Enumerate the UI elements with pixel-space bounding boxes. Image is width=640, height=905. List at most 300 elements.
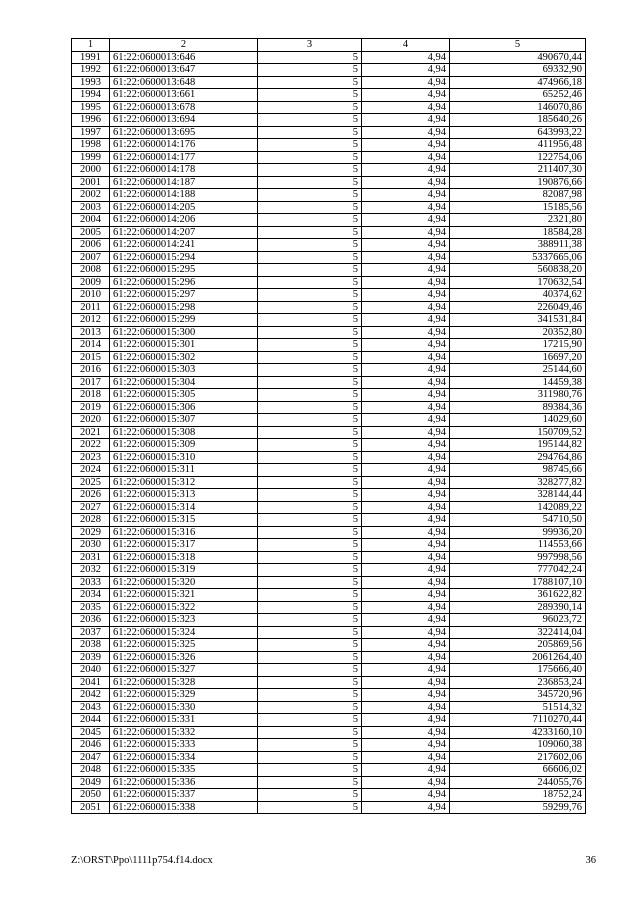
amount-cell: 114553,66: [450, 539, 586, 552]
rate-value-cell: 5: [258, 614, 362, 627]
table-row: [72, 714, 586, 727]
row-number-cell: 2020: [72, 414, 110, 427]
rate-value-cell: 5: [258, 176, 362, 189]
table-row: [72, 251, 586, 264]
coefficient-cell: 4,94: [362, 314, 450, 327]
table-row: [72, 51, 586, 64]
coefficient-cell: 4,94: [362, 564, 450, 577]
rate-value-cell: 5: [258, 401, 362, 414]
table-row: [72, 76, 586, 89]
rate-value-cell: 5: [258, 151, 362, 164]
amount-cell: 2321,80: [450, 214, 586, 227]
table-row: [72, 451, 586, 464]
coefficient-cell: 4,94: [362, 639, 450, 652]
cadastral-number-cell: 61:22:0600014:207: [110, 226, 258, 239]
coefficient-cell: 4,94: [362, 464, 450, 477]
rate-value-cell: 5: [258, 189, 362, 202]
coefficient-cell: 4,94: [362, 176, 450, 189]
row-number-cell: 1995: [72, 101, 110, 114]
cadastral-number-cell: 61:22:0600015:299: [110, 314, 258, 327]
cadastral-number-cell: 61:22:0600013:678: [110, 101, 258, 114]
rate-value-cell: 5: [258, 526, 362, 539]
row-number-cell: 1991: [72, 51, 110, 64]
amount-cell: 96023,72: [450, 614, 586, 627]
row-number-cell: 2045: [72, 726, 110, 739]
row-number-cell: 2049: [72, 776, 110, 789]
table-row: [72, 164, 586, 177]
coefficient-cell: 4,94: [362, 601, 450, 614]
row-number-cell: 2041: [72, 676, 110, 689]
amount-cell: 170632,54: [450, 276, 586, 289]
amount-cell: 98745,66: [450, 464, 586, 477]
table-row: [72, 339, 586, 352]
table-row: [72, 701, 586, 714]
amount-cell: 777042,24: [450, 564, 586, 577]
table-header-row: [72, 39, 586, 52]
row-number-cell: 2023: [72, 451, 110, 464]
cadastral-number-cell: 61:22:0600015:319: [110, 564, 258, 577]
rate-value-cell: 5: [258, 639, 362, 652]
cadastral-number-cell: 61:22:0600014:241: [110, 239, 258, 252]
cadastral-number-cell: 61:22:0600013:695: [110, 126, 258, 139]
rate-value-cell: 5: [258, 776, 362, 789]
amount-cell: 89384,36: [450, 401, 586, 414]
table-row: [72, 539, 586, 552]
rate-value-cell: 5: [258, 389, 362, 402]
amount-cell: 14029,60: [450, 414, 586, 427]
coefficient-cell: 4,94: [362, 614, 450, 627]
cadastral-number-cell: 61:22:0600015:314: [110, 501, 258, 514]
rate-value-cell: 5: [258, 426, 362, 439]
cadastral-number-cell: 61:22:0600015:337: [110, 789, 258, 802]
amount-cell: 25144,60: [450, 364, 586, 377]
row-number-cell: 2002: [72, 189, 110, 202]
table-row: [72, 401, 586, 414]
coefficient-cell: 4,94: [362, 64, 450, 77]
row-number-cell: 2017: [72, 376, 110, 389]
coefficient-cell: 4,94: [362, 364, 450, 377]
column-header-4: 4: [362, 39, 450, 52]
rate-value-cell: 5: [258, 339, 362, 352]
table-row: [72, 651, 586, 664]
coefficient-cell: 4,94: [362, 664, 450, 677]
row-number-cell: 1998: [72, 139, 110, 152]
coefficient-cell: 4,94: [362, 526, 450, 539]
rate-value-cell: 5: [258, 164, 362, 177]
row-number-cell: 2028: [72, 514, 110, 527]
amount-cell: 69332,90: [450, 64, 586, 77]
coefficient-cell: 4,94: [362, 239, 450, 252]
cadastral-number-cell: 61:22:0600015:301: [110, 339, 258, 352]
rate-value-cell: 5: [258, 126, 362, 139]
coefficient-cell: 4,94: [362, 339, 450, 352]
row-number-cell: 1994: [72, 89, 110, 102]
row-number-cell: 2036: [72, 614, 110, 627]
rate-value-cell: 5: [258, 201, 362, 214]
cadastral-number-cell: 61:22:0600013:694: [110, 114, 258, 127]
table-row: [72, 264, 586, 277]
coefficient-cell: 4,94: [362, 514, 450, 527]
coefficient-cell: 4,94: [362, 551, 450, 564]
rate-value-cell: 5: [258, 251, 362, 264]
cadastral-number-cell: 61:22:0600015:303: [110, 364, 258, 377]
table-row: [72, 414, 586, 427]
row-number-cell: 2037: [72, 626, 110, 639]
amount-cell: 211407,30: [450, 164, 586, 177]
table-row: [72, 189, 586, 202]
rate-value-cell: 5: [258, 651, 362, 664]
rate-value-cell: 5: [258, 89, 362, 102]
table-row: [72, 726, 586, 739]
cadastral-number-cell: 61:22:0600015:326: [110, 651, 258, 664]
row-number-cell: 1999: [72, 151, 110, 164]
row-number-cell: 2000: [72, 164, 110, 177]
cadastral-number-cell: 61:22:0600015:313: [110, 489, 258, 502]
row-number-cell: 2005: [72, 226, 110, 239]
table-row: [72, 489, 586, 502]
rate-value-cell: 5: [258, 714, 362, 727]
coefficient-cell: 4,94: [362, 651, 450, 664]
rate-value-cell: 5: [258, 514, 362, 527]
table-row: [72, 476, 586, 489]
cadastral-number-cell: 61:22:0600015:315: [110, 514, 258, 527]
rate-value-cell: 5: [258, 551, 362, 564]
row-number-cell: 2013: [72, 326, 110, 339]
rate-value-cell: 5: [258, 264, 362, 277]
coefficient-cell: 4,94: [362, 689, 450, 702]
rate-value-cell: 5: [258, 726, 362, 739]
table-row: [72, 801, 586, 814]
table-row: [72, 139, 586, 152]
rate-value-cell: 5: [258, 214, 362, 227]
rate-value-cell: 5: [258, 114, 362, 127]
table-row: [72, 614, 586, 627]
coefficient-cell: 4,94: [362, 751, 450, 764]
amount-cell: 17215,90: [450, 339, 586, 352]
table-row: [72, 351, 586, 364]
coefficient-cell: 4,94: [362, 251, 450, 264]
amount-cell: 99936,20: [450, 526, 586, 539]
rate-value-cell: 5: [258, 76, 362, 89]
cadastral-number-cell: 61:22:0600015:296: [110, 276, 258, 289]
table-row: [72, 739, 586, 752]
amount-cell: 289390,14: [450, 601, 586, 614]
rate-value-cell: 5: [258, 464, 362, 477]
coefficient-cell: 4,94: [362, 801, 450, 814]
amount-cell: 16697,20: [450, 351, 586, 364]
amount-cell: 328144,44: [450, 489, 586, 502]
row-number-cell: 2035: [72, 601, 110, 614]
row-number-cell: 2018: [72, 389, 110, 402]
rate-value-cell: 5: [258, 414, 362, 427]
cadastral-number-cell: 61:22:0600015:298: [110, 301, 258, 314]
row-number-cell: 2016: [72, 364, 110, 377]
row-number-cell: 2012: [72, 314, 110, 327]
column-header-3: 3: [258, 39, 362, 52]
rate-value-cell: 5: [258, 51, 362, 64]
coefficient-cell: 4,94: [362, 539, 450, 552]
cadastral-number-cell: 61:22:0600015:324: [110, 626, 258, 639]
table-row: [72, 301, 586, 314]
cadastral-number-cell: 61:22:0600015:320: [110, 576, 258, 589]
amount-cell: 997998,56: [450, 551, 586, 564]
rate-value-cell: 5: [258, 626, 362, 639]
amount-cell: 328277,82: [450, 476, 586, 489]
table-row: [72, 551, 586, 564]
amount-cell: 82087,98: [450, 189, 586, 202]
amount-cell: 20352,80: [450, 326, 586, 339]
cadastral-number-cell: 61:22:0600015:322: [110, 601, 258, 614]
amount-cell: 40374,62: [450, 289, 586, 302]
rate-value-cell: 5: [258, 751, 362, 764]
coefficient-cell: 4,94: [362, 376, 450, 389]
row-number-cell: 1997: [72, 126, 110, 139]
table-row: [72, 639, 586, 652]
table-row: [72, 589, 586, 602]
cadastral-number-cell: 61:22:0600015:330: [110, 701, 258, 714]
cadastral-number-cell: 61:22:0600015:335: [110, 764, 258, 777]
cadastral-number-cell: 61:22:0600015:302: [110, 351, 258, 364]
cadastral-number-cell: 61:22:0600014:188: [110, 189, 258, 202]
cadastral-number-cell: 61:22:0600015:329: [110, 689, 258, 702]
coefficient-cell: 4,94: [362, 451, 450, 464]
coefficient-cell: 4,94: [362, 576, 450, 589]
amount-cell: 217602,06: [450, 751, 586, 764]
cadastral-number-cell: 61:22:0600014:178: [110, 164, 258, 177]
table-row: [72, 101, 586, 114]
cadastral-number-cell: 61:22:0600015:305: [110, 389, 258, 402]
table-row: [72, 751, 586, 764]
table-row: [72, 439, 586, 452]
amount-cell: 18752,24: [450, 789, 586, 802]
amount-cell: 490670,44: [450, 51, 586, 64]
coefficient-cell: 4,94: [362, 764, 450, 777]
table-row: [72, 776, 586, 789]
cadastral-number-cell: 61:22:0600013:648: [110, 76, 258, 89]
rate-value-cell: 5: [258, 676, 362, 689]
row-number-cell: 2040: [72, 664, 110, 677]
row-number-cell: 2050: [72, 789, 110, 802]
row-number-cell: 2008: [72, 264, 110, 277]
table-row: [72, 764, 586, 777]
rate-value-cell: 5: [258, 576, 362, 589]
amount-cell: 244055,76: [450, 776, 586, 789]
row-number-cell: 2033: [72, 576, 110, 589]
cadastral-number-cell: 61:22:0600014:205: [110, 201, 258, 214]
row-number-cell: 2025: [72, 476, 110, 489]
table-row: [72, 176, 586, 189]
rate-value-cell: 5: [258, 764, 362, 777]
row-number-cell: 2024: [72, 464, 110, 477]
coefficient-cell: 4,94: [362, 626, 450, 639]
cadastral-number-cell: 61:22:0600014:176: [110, 139, 258, 152]
table-row: [72, 214, 586, 227]
table-row: [72, 201, 586, 214]
cadastral-number-cell: 61:22:0600015:300: [110, 326, 258, 339]
amount-cell: 345720,96: [450, 689, 586, 702]
table-row: [72, 676, 586, 689]
coefficient-cell: 4,94: [362, 439, 450, 452]
rate-value-cell: 5: [258, 689, 362, 702]
amount-cell: 361622,82: [450, 589, 586, 602]
cadastral-number-cell: 61:22:0600014:187: [110, 176, 258, 189]
row-number-cell: 1993: [72, 76, 110, 89]
coefficient-cell: 4,94: [362, 326, 450, 339]
coefficient-cell: 4,94: [362, 776, 450, 789]
amount-cell: 560838,20: [450, 264, 586, 277]
cadastral-number-cell: 61:22:0600015:294: [110, 251, 258, 264]
table-row: [72, 64, 586, 77]
amount-cell: 142089,22: [450, 501, 586, 514]
coefficient-cell: 4,94: [362, 226, 450, 239]
cadastral-number-cell: 61:22:0600015:297: [110, 289, 258, 302]
cadastral-number-cell: 61:22:0600015:338: [110, 801, 258, 814]
coefficient-cell: 4,94: [362, 414, 450, 427]
row-number-cell: 2010: [72, 289, 110, 302]
amount-cell: 205869,56: [450, 639, 586, 652]
coefficient-cell: 4,94: [362, 714, 450, 727]
coefficient-cell: 4,94: [362, 426, 450, 439]
table-row: [72, 289, 586, 302]
coefficient-cell: 4,94: [362, 739, 450, 752]
cadastral-number-cell: 61:22:0600015:295: [110, 264, 258, 277]
row-number-cell: 2047: [72, 751, 110, 764]
row-number-cell: 2039: [72, 651, 110, 664]
coefficient-cell: 4,94: [362, 789, 450, 802]
row-number-cell: 2007: [72, 251, 110, 264]
coefficient-cell: 4,94: [362, 151, 450, 164]
amount-cell: 643993,22: [450, 126, 586, 139]
rate-value-cell: 5: [258, 701, 362, 714]
table-row: [72, 239, 586, 252]
coefficient-cell: 4,94: [362, 51, 450, 64]
rate-value-cell: 5: [258, 476, 362, 489]
cadastral-number-cell: 61:22:0600015:308: [110, 426, 258, 439]
cadastral-number-cell: 61:22:0600015:321: [110, 589, 258, 602]
coefficient-cell: 4,94: [362, 101, 450, 114]
table-row: [72, 501, 586, 514]
table-row: [72, 276, 586, 289]
amount-cell: 54710,50: [450, 514, 586, 527]
row-number-cell: 2011: [72, 301, 110, 314]
coefficient-cell: 4,94: [362, 289, 450, 302]
cadastral-number-cell: 61:22:0600015:328: [110, 676, 258, 689]
cadastral-number-cell: 61:22:0600013:646: [110, 51, 258, 64]
coefficient-cell: 4,94: [362, 264, 450, 277]
cadastral-number-cell: 61:22:0600015:323: [110, 614, 258, 627]
cadastral-number-cell: 61:22:0600015:327: [110, 664, 258, 677]
amount-cell: 4233160,10: [450, 726, 586, 739]
data-table: [71, 38, 586, 814]
coefficient-cell: 4,94: [362, 401, 450, 414]
amount-cell: 322414,04: [450, 626, 586, 639]
rate-value-cell: 5: [258, 564, 362, 577]
coefficient-cell: 4,94: [362, 489, 450, 502]
table-row: [72, 364, 586, 377]
rate-value-cell: 5: [258, 351, 362, 364]
rate-value-cell: 5: [258, 64, 362, 77]
row-number-cell: 2030: [72, 539, 110, 552]
row-number-cell: 2004: [72, 214, 110, 227]
table-row: [72, 151, 586, 164]
amount-cell: 294764,86: [450, 451, 586, 464]
row-number-cell: 2038: [72, 639, 110, 652]
table-row: [72, 601, 586, 614]
table-row: [72, 576, 586, 589]
rate-value-cell: 5: [258, 364, 362, 377]
coefficient-cell: 4,94: [362, 201, 450, 214]
table-row: [72, 126, 586, 139]
cadastral-number-cell: 61:22:0600015:310: [110, 451, 258, 464]
rate-value-cell: 5: [258, 439, 362, 452]
rate-value-cell: 5: [258, 376, 362, 389]
cadastral-number-cell: 61:22:0600015:309: [110, 439, 258, 452]
coefficient-cell: 4,94: [362, 301, 450, 314]
table-row: [72, 464, 586, 477]
coefficient-cell: 4,94: [362, 501, 450, 514]
coefficient-cell: 4,94: [362, 114, 450, 127]
rate-value-cell: 5: [258, 239, 362, 252]
amount-cell: 146070,86: [450, 101, 586, 114]
cadastral-number-cell: 61:22:0600015:312: [110, 476, 258, 489]
page-number: 36: [585, 855, 596, 866]
row-number-cell: 2051: [72, 801, 110, 814]
row-number-cell: 2032: [72, 564, 110, 577]
amount-cell: 18584,28: [450, 226, 586, 239]
row-number-cell: 2003: [72, 201, 110, 214]
table-row: [72, 789, 586, 802]
row-number-cell: 2044: [72, 714, 110, 727]
amount-cell: 190876,66: [450, 176, 586, 189]
rate-value-cell: 5: [258, 139, 362, 152]
amount-cell: 185640,26: [450, 114, 586, 127]
coefficient-cell: 4,94: [362, 126, 450, 139]
table-row: [72, 526, 586, 539]
rate-value-cell: 5: [258, 101, 362, 114]
amount-cell: 122754,06: [450, 151, 586, 164]
column-header-1: 1: [72, 39, 110, 52]
cadastral-number-cell: 61:22:0600015:317: [110, 539, 258, 552]
row-number-cell: 2006: [72, 239, 110, 252]
row-number-cell: 2014: [72, 339, 110, 352]
amount-cell: 15185,56: [450, 201, 586, 214]
row-number-cell: 2015: [72, 351, 110, 364]
row-number-cell: 1992: [72, 64, 110, 77]
amount-cell: 7110270,44: [450, 714, 586, 727]
amount-cell: 66606,02: [450, 764, 586, 777]
table-row: [72, 376, 586, 389]
amount-cell: 1788107,10: [450, 576, 586, 589]
table-row: [72, 626, 586, 639]
rate-value-cell: 5: [258, 301, 362, 314]
amount-cell: 226049,46: [450, 301, 586, 314]
column-header-2: 2: [110, 39, 258, 52]
row-number-cell: 2043: [72, 701, 110, 714]
amount-cell: 311980,76: [450, 389, 586, 402]
cadastral-number-cell: 61:22:0600014:206: [110, 214, 258, 227]
rate-value-cell: 5: [258, 501, 362, 514]
coefficient-cell: 4,94: [362, 76, 450, 89]
coefficient-cell: 4,94: [362, 589, 450, 602]
rate-value-cell: 5: [258, 601, 362, 614]
table-row: [72, 89, 586, 102]
coefficient-cell: 4,94: [362, 89, 450, 102]
cadastral-number-cell: 61:22:0600014:177: [110, 151, 258, 164]
row-number-cell: 2021: [72, 426, 110, 439]
coefficient-cell: 4,94: [362, 701, 450, 714]
table-row: [72, 314, 586, 327]
cadastral-number-cell: 61:22:0600015:311: [110, 464, 258, 477]
